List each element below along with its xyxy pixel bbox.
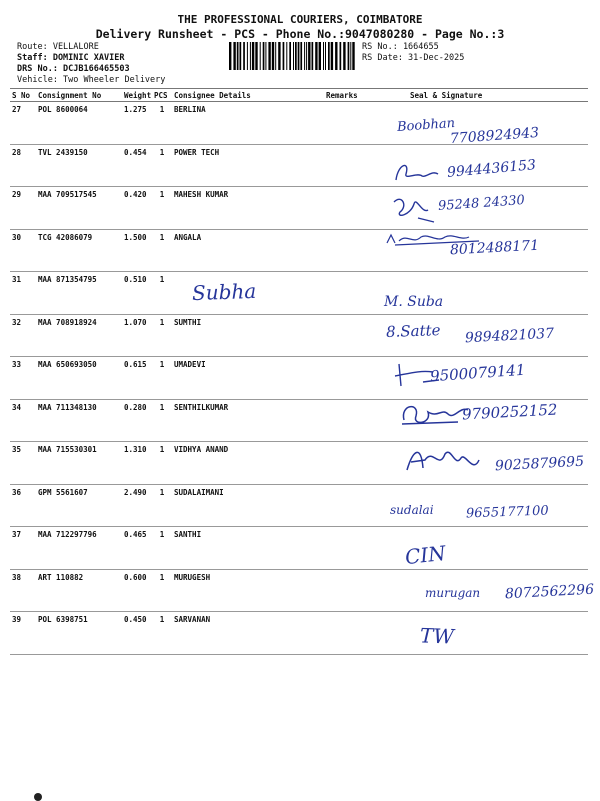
- signature-scribble: [392, 158, 442, 186]
- pcs-cell: 1: [152, 484, 172, 527]
- route-label: Route: VELLALORE: [17, 42, 99, 52]
- signature-cell: [384, 612, 588, 655]
- runsheet-subtitle: Delivery Runsheet - PCS - Phone No.:9047080280 - Page No.:3: [95, 27, 505, 41]
- sno-cell: 27: [10, 102, 36, 145]
- handwriting-phone: 9944436153: [446, 157, 537, 181]
- remarks-cell: [324, 272, 384, 315]
- col-weight: Weight: [124, 90, 152, 100]
- consignee-cell: SARVANAN: [172, 612, 324, 655]
- remarks-cell: [324, 527, 384, 570]
- col-remarks: Remarks: [324, 89, 384, 102]
- remarks-cell: [324, 399, 384, 442]
- consignment-cell: TCG 42086079: [36, 229, 122, 272]
- handwriting-phone: 8072562296: [504, 581, 595, 603]
- rs-date: RS Date: 31-Dec-2025: [362, 53, 465, 63]
- sno-cell: 28: [10, 144, 36, 187]
- weight-cell: 0.615: [122, 357, 152, 400]
- pcs-cell: 1: [152, 399, 172, 442]
- remarks-cell: [324, 102, 384, 145]
- weight-cell: 0.454: [122, 144, 152, 187]
- table-row: [10, 612, 588, 655]
- consignment-cell: ART 110882: [36, 569, 122, 612]
- staff-label: Staff: DOMINIC XAVIER: [17, 53, 125, 63]
- sno-cell: 33: [10, 357, 36, 400]
- signature-scribble: [403, 440, 493, 476]
- consignment-cell: MAA 708918924: [36, 314, 122, 357]
- consignment-cell: MAA 715530301: [36, 442, 122, 485]
- remarks-cell: [324, 484, 384, 527]
- table-row: [10, 569, 588, 612]
- handwriting-name: TW: [419, 623, 455, 649]
- sno-cell: 30: [10, 229, 36, 272]
- handwriting-name: Subha: [191, 278, 257, 306]
- sno-cell: 29: [10, 187, 36, 230]
- consignee-cell: VIDHYA ANAND: [172, 442, 324, 485]
- pcs-cell: 1: [152, 102, 172, 145]
- consignee-cell: SENTHILKUMAR: [172, 399, 324, 442]
- handwriting-phone: 8012488171: [449, 237, 540, 259]
- consignment-cell: MAA 871354795: [36, 272, 122, 315]
- pcs-cell: 1: [152, 612, 172, 655]
- pcs-cell: 1: [152, 357, 172, 400]
- sno-cell: 32: [10, 314, 36, 357]
- consignment-cell: MAA 712297796: [36, 527, 122, 570]
- rs-info: [362, 42, 464, 64]
- consignment-cell: GPM 5561607: [36, 484, 122, 527]
- consignment-cell: MAA 709517545: [36, 187, 122, 230]
- col-sno: S No: [10, 89, 36, 102]
- barcode: [229, 42, 357, 70]
- handwriting-name: M. Suba: [384, 294, 444, 310]
- handwriting-phone: 95248 24330: [437, 192, 526, 215]
- pcs-cell: 1: [152, 229, 172, 272]
- rs-number: RS No.: 1664655: [362, 42, 439, 52]
- pcs-cell: 1: [152, 442, 172, 485]
- pcs-cell: 1: [152, 144, 172, 187]
- remarks-cell: [324, 357, 384, 400]
- consignee-cell: POWER TECH: [172, 144, 324, 187]
- drs-label: DRS No.: DCJB166465503: [17, 64, 130, 74]
- sno-cell: 36: [10, 484, 36, 527]
- handwriting-name: murugan: [425, 586, 481, 600]
- remarks-cell: [324, 144, 384, 187]
- col-pcs: PCS: [152, 89, 172, 102]
- weight-cell: 0.420: [122, 187, 152, 230]
- consignee-cell: SUMTHI: [172, 314, 324, 357]
- remarks-cell: [324, 612, 384, 655]
- sno-cell: 31: [10, 272, 36, 315]
- sno-cell: 37: [10, 527, 36, 570]
- handwriting-name: CIN: [403, 540, 447, 570]
- table-row: [10, 272, 588, 315]
- sno-cell: 38: [10, 569, 36, 612]
- weight-cell: 0.450: [122, 612, 152, 655]
- sno-cell: 39: [10, 612, 36, 655]
- consignee-cell: MAHESH KUMAR: [172, 187, 324, 230]
- weight-cell: 0.600: [122, 569, 152, 612]
- sno-cell: 34: [10, 399, 36, 442]
- consignment-cell: MAA 711348130: [36, 399, 122, 442]
- handwriting-phone: 7708924943: [449, 124, 540, 148]
- table-header-row: [10, 89, 588, 102]
- weight-cell: 0.510: [122, 272, 152, 315]
- pcs-cell: 1: [152, 272, 172, 315]
- handwriting-name: Boobhan: [396, 115, 456, 136]
- col-signature: Seal & Signature: [384, 89, 588, 102]
- weight-cell: 0.465: [122, 527, 152, 570]
- weight-cell: 1.500: [122, 229, 152, 272]
- consignment-cell: POL 8600064: [36, 102, 122, 145]
- remarks-cell: [324, 314, 384, 357]
- weight-cell: 1.070: [122, 314, 152, 357]
- handwriting-phone: 9025879695: [494, 453, 585, 475]
- sno-cell: 35: [10, 442, 36, 485]
- weight-cell: 2.490: [122, 484, 152, 527]
- consignment-cell: MAA 650693050: [36, 357, 122, 400]
- handwriting-phone: 9790252152: [461, 400, 558, 424]
- vehicle-label: Vehicle: Two Wheeler Delivery: [17, 75, 166, 85]
- pcs-cell: 1: [152, 187, 172, 230]
- route-info: [17, 42, 165, 86]
- consignment-cell: POL 6398751: [36, 612, 122, 655]
- consignment-cell: TVL 2439150: [36, 144, 122, 187]
- handwriting-phone: 9894821037: [464, 325, 555, 347]
- handwriting-name: sudalai: [390, 503, 434, 517]
- company-title: THE PROFESSIONAL COURIERS, COIMBATORE: [177, 13, 423, 26]
- remarks-cell: [324, 187, 384, 230]
- consignee-cell: ANGALA: [172, 229, 324, 272]
- col-consignment: Consignment No: [36, 89, 122, 102]
- weight-cell: 1.275: [122, 102, 152, 145]
- handwriting-phone: 9500079141: [429, 360, 526, 386]
- remarks-cell: [324, 229, 384, 272]
- weight-cell: 0.280: [122, 399, 152, 442]
- pcs-cell: 1: [152, 569, 172, 612]
- consignee-cell: MURUGESH: [172, 569, 324, 612]
- consignee-cell: SUDALAIMANI: [172, 484, 324, 527]
- remarks-cell: [324, 442, 384, 485]
- consignee-cell: BERLINA: [172, 102, 324, 145]
- table-row: [10, 527, 588, 570]
- col-consignee: Consignee Details: [172, 89, 324, 102]
- handwriting-phone: 9655177100: [465, 503, 549, 522]
- signature-scribble: [388, 192, 438, 226]
- consignee-cell: SANTHI: [172, 527, 324, 570]
- weight-cell: 1.310: [122, 442, 152, 485]
- pcs-cell: 1: [152, 527, 172, 570]
- consignee-cell: UMADEVI: [172, 357, 324, 400]
- pcs-cell: 1: [152, 314, 172, 357]
- handwriting-name: 8.Satte: [385, 321, 441, 341]
- remarks-cell: [324, 569, 384, 612]
